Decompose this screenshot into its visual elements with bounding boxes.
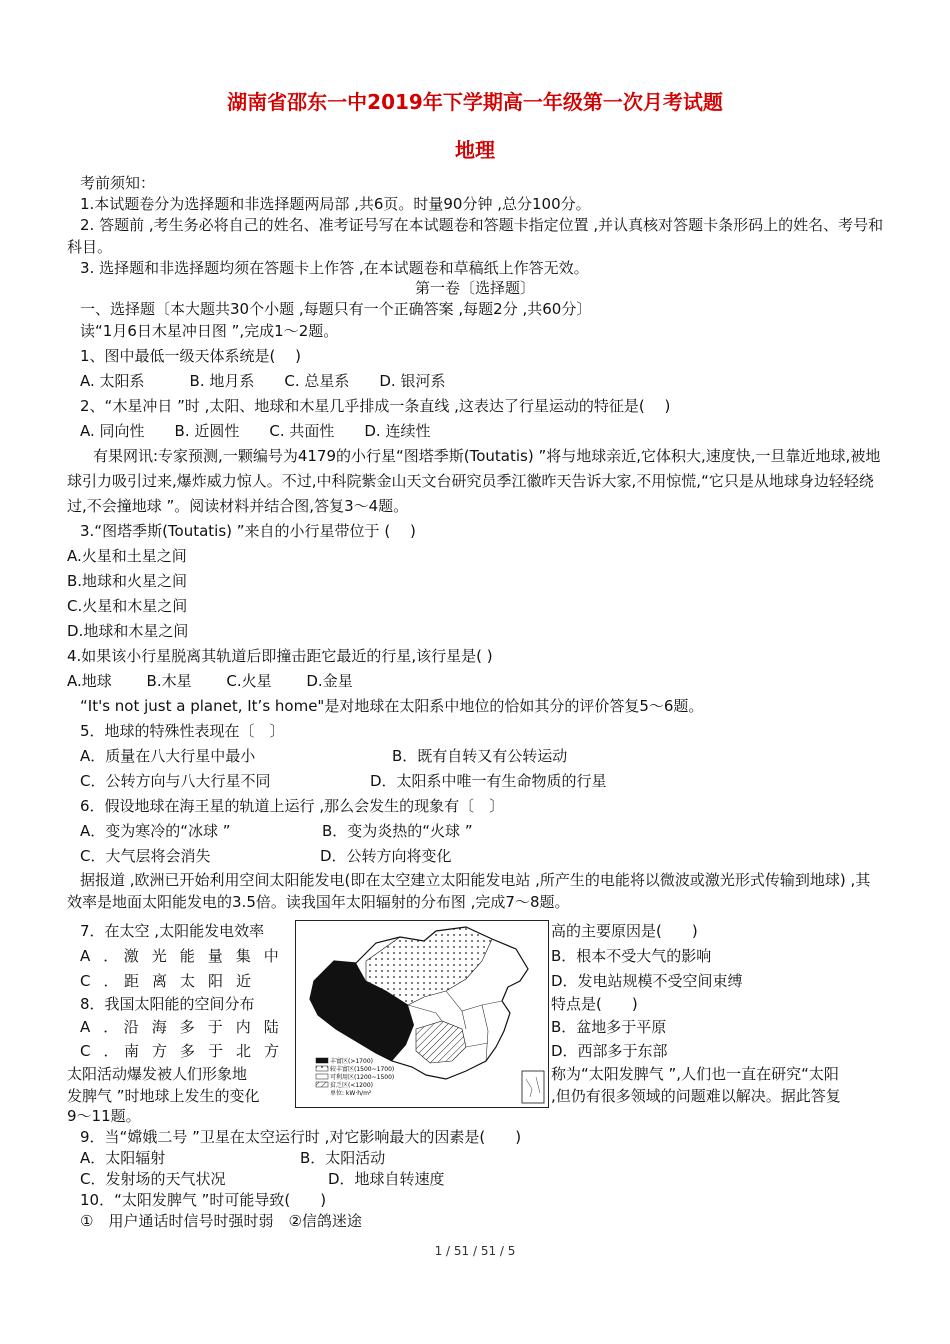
passage-solar-activity-line-3: 9～11题。 — [67, 1107, 141, 1125]
passage-solar-activity-right-2: ,但仍有很多领域的问题难以解决。据此答复 — [551, 1087, 841, 1105]
notice-item-1: 1.本试题卷分为选择题和非选择题两局部 ,共6页。时量90分钟 ,总分100分。 — [80, 195, 591, 213]
question-5-option-a: A．质量在八大行星中最小 — [80, 747, 256, 765]
question-10-items: ① 用户通话时信号时强时弱 ②信鸽迷途 — [80, 1212, 362, 1230]
question-3-option-b: B.地球和火星之间 — [67, 572, 188, 590]
question-6-option-c: C．大气层将会消失 — [80, 847, 211, 865]
passage-solar-activity-left-1: 太阳活动爆发被人们形象地 — [67, 1065, 248, 1083]
notice-header: 考前须知： — [80, 174, 156, 192]
question-3-option-a: A.火星和土星之间 — [67, 547, 187, 565]
question-2: 2、“木星冲日 ”时 ,太阳、地球和木星几乎排成一条直线 ,这表达了行星运动的特征是( ) — [80, 397, 671, 415]
notice-item-2: 2. 答题前 ,考生务必将自己的姓名、准考证号写在本试题卷和答题卡指定位置 ,并认真核对答题卡条形码上的姓名、考号和科目。 — [67, 216, 884, 256]
map-legend — [316, 1057, 394, 1097]
passage-solar-activity-right-1: 称为“太阳发脾气 ”,人们也一直在研究“太阳 — [551, 1065, 839, 1083]
question-7-option-b: B．根本不受大气的影响 — [551, 947, 712, 965]
question-1: 1、图中最低一级天体系统是( ) — [80, 347, 302, 365]
question-9-option-a: A．太阳辐射 — [80, 1149, 166, 1167]
question-7-right: 高的主要原因是( ) — [551, 922, 698, 940]
question-5-option-c: C．公转方向与八大行星不同 — [80, 772, 271, 790]
question-6: 6．假设地球在海王星的轨道上运行 ,那么会发生的现象有〔 〕 — [80, 797, 505, 815]
question-5-option-b: B．既有自转又有公转运动 — [392, 747, 568, 765]
notice-item-3: 3. 选择题和非选择题均须在答题卡上作答 ,在本试题卷和草稿纸上作答无效。 — [80, 259, 589, 277]
question-3-option-d: D.地球和木星之间 — [67, 622, 189, 640]
question-9-option-c: C．发射场的天气状况 — [80, 1170, 226, 1188]
south-sea-inset — [522, 1071, 544, 1103]
part-one-heading: 一、选择题〔本大题共30个小题 ,每题只有一个正确答案 ,每题2分 ,共60分〕 — [80, 300, 592, 318]
question-7-option-d: D．发电站规模不受空间束缚 — [551, 972, 743, 990]
page-footer: 1 / 51 / 51 / 5 — [434, 1244, 516, 1258]
reading-intro-1: 读“1月6日木星冲日图 ”,完成1～2题。 — [80, 322, 339, 340]
legend-usable: 可利用区(1200~1500) — [330, 1074, 395, 1081]
passage-space-solar: 据报道 ,欧洲已开始利用空间太阳能发电(即在太空建立太阳能发电站 ,所产生的电能将以微波或激光形式传输到地球) ,其效率是地面太阳能发电的3.5倍。读我国年太阳辐射的分布图 ,完成7～8题。 — [67, 871, 871, 911]
passage-toutatis: 有果网讯:专家预测,一颗编号为4179的小行星“图塔季斯(Toutatis) ”将与地球亲近,它体积大,速度快,一旦靠近地球,被地球引力吸引过来,爆炸威力惊人。不过,中科院紫金山天文台研究员季江徽昨天告诉大家,不用惊慌,“它只是从地球身边轻轻绕过,不会撞地球 ”。阅读材料并结合图,答复3～4题。 — [67, 447, 881, 515]
question-3-option-c: C.火星和木星之间 — [67, 597, 188, 615]
legend-poor: 贫乏区(<1200) — [330, 1082, 373, 1089]
question-6-option-d: D．公转方向将变化 — [320, 847, 452, 865]
question-2-options: A. 同向性 B. 近圆性 C. 共面性 D. 连续性 — [80, 422, 431, 440]
question-8-right: 特点是( ) — [551, 995, 638, 1013]
question-9-option-b: B．太阳活动 — [300, 1149, 386, 1167]
china-solar-radiation-map — [295, 920, 549, 1108]
question-8-option-d: D．西部多于东部 — [551, 1042, 668, 1060]
question-9-option-d: D．地球自转速度 — [328, 1170, 445, 1188]
question-8-option-c: C ． 南 方 多 于 北 方 — [80, 1042, 278, 1060]
question-5: 5．地球的特殊性表现在〔 〕 — [80, 722, 285, 740]
question-7-option-c: C ． 距 离 太 阳 近 — [80, 972, 250, 990]
question-8-option-b: B．盆地多于平原 — [551, 1018, 667, 1036]
question-1-options: A. 太阳系 B. 地月系 C. 总星系 D. 银河系 — [80, 372, 446, 390]
question-4: 4.如果该小行星脱离其轨道后即撞击距它最近的行星,该行星是( ) — [67, 647, 493, 665]
exam-title: 湖南省邵东一中2019年下学期高一年级第一次月考试题 — [227, 90, 723, 114]
question-8-option-a: A ． 沿 海 多 于 内 陆 — [80, 1018, 278, 1036]
question-6-option-b: B．变为炎热的“火球 ” — [322, 822, 473, 840]
section-title: 第一卷〔选择题〕 — [414, 279, 535, 297]
question-7-left: 7．在太空 ,太阳能发电效率 — [80, 922, 265, 940]
question-6-option-a: A．变为寒冷的“冰球 ” — [80, 822, 231, 840]
question-9: 9．当“嫦娥二号 ”卫星在太空运行时 ,对它影响最大的因素是( ) — [80, 1128, 522, 1146]
legend-rich: 丰富区(>1700) — [330, 1058, 373, 1065]
question-8-left: 8．我国太阳能的空间分布 — [80, 995, 255, 1013]
reading-intro-3: “It's not just a planet, It’s home"是对地球在太阳系中地位的恰如其分的评价答复5～6题。 — [80, 697, 704, 715]
passage-solar-activity-left-2: 发脾气 ”时地球上发生的变化 — [67, 1087, 260, 1105]
legend-unit: 单位: kW·h/m² — [330, 1090, 372, 1097]
legend-fairly-rich: 较丰富区(1500~1700) — [330, 1066, 395, 1073]
question-3: 3.“图塔季斯(Toutatis) ”来自的小行星带位于 ( ) — [80, 522, 416, 540]
exam-subject: 地理 — [455, 138, 495, 162]
question-10: 10．“太阳发脾气 ”时可能导致( ) — [80, 1191, 327, 1209]
question-4-options: A.地球 B.木星 C.火星 D.金星 — [67, 672, 353, 690]
question-7-option-a: A ． 激 光 能 量 集 中 — [80, 947, 278, 965]
question-5-option-d: D．太阳系中唯一有生命物质的行星 — [370, 772, 607, 790]
